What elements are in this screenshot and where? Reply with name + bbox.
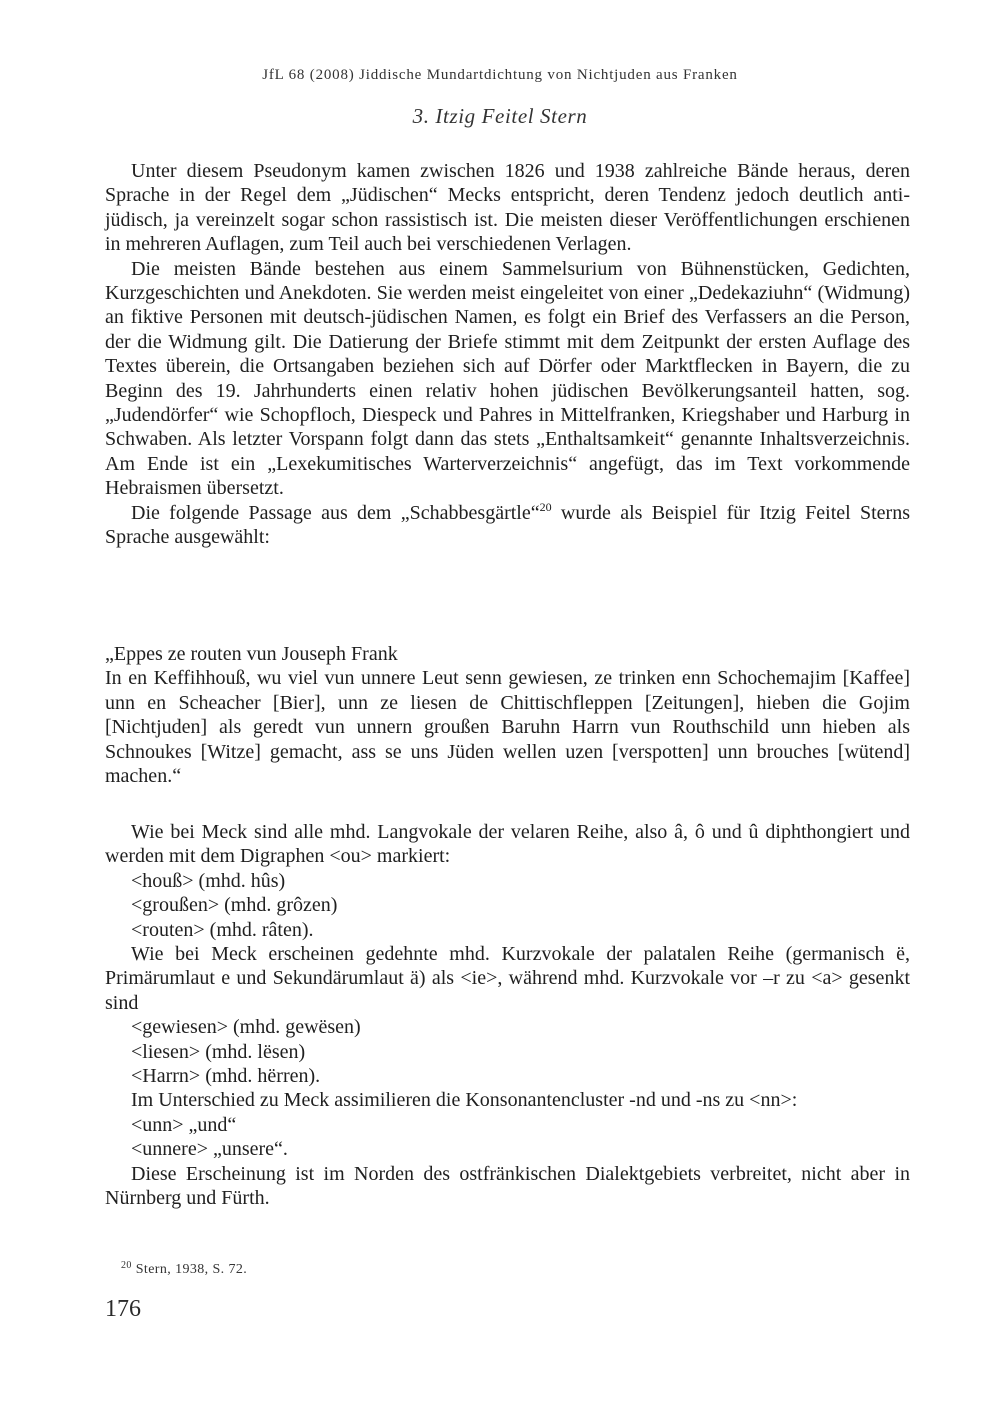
list-item: <houß> (mhd. hûs) [131, 869, 286, 892]
list-item: <unnere> „unsere“. [131, 1138, 288, 1161]
footnote-text: Stern, 1938, S. 72. [135, 1262, 248, 1277]
list-item: <Harrn> (mhd. hërren). [131, 1065, 321, 1088]
paragraph-6: Im Unterschied zu Meck assimilieren die Konsonantencluster -nd und -ns zu <nn>: [131, 1089, 798, 1112]
list-item: <liesen> (mhd. lësen) [131, 1040, 306, 1063]
running-head: JfL 68 (2008) Jiddische Mundartdichtung von Nichtjuden aus Franken [262, 67, 738, 83]
body-block-1 [105, 159, 910, 550]
list-item: <routen> (mhd. râten). [131, 918, 314, 941]
paragraph-1: Unter diesem Pseudonym kamen zwischen 1826 und 1938 zahlreiche Bände heraus, deren Sprache in der Regel dem „Jüdischen“ Mecks entspricht, deren Tendenz jedoch deutlich anti-jüdisch, ja vereinzelt sogar schon rassistisch ist. Die meisten dieser Veröffentlichungen erschienen in mehreren Auflagen, zum Teil auch bei verschiedenen Verlagen. [105, 160, 910, 256]
list-item: <groußen> (mhd. grôzen) [131, 894, 338, 917]
section-title: 3. Itzig Feitel Stern [412, 104, 588, 128]
paragraph-3-before: Die folgende Passage aus dem „Schabbesgärtle“ [131, 501, 540, 524]
paragraph-7: Diese Erscheinung ist im Norden des ostfränkischen Dialektgebiets verbreitet, nicht aber in Nürnberg und Fürth. [105, 1162, 910, 1210]
quote-block [105, 642, 910, 788]
paragraph-5: Wie bei Meck erscheinen gedehnte mhd. Kurzvokale der palatalen Reihe (germanisch ë, Primärumlaut e und Sekundärumlaut ä) als <ie>, während mhd. Kurzvokale vor –r zu <a> gesenkt sind [105, 943, 910, 1014]
quote-text: In en Keffihhouß, wu viel vun unnere Leut senn gewiesen, ze trinken enn Schochemajim [Kaffee] unn en Scheacher [Bier], unn ze liesen de Chittischfleppen [Zeitungen], hieben die Gojim [Nichtjuden] als geredt vun unnern groußen Baruhn Harrn vun Routhschild unn hieben als Schnoukes [Witze] gemacht, ass se uns Jüden wellen uzen [verspotten] unn brouches [wütend] machen.“ [105, 667, 910, 788]
footnote-number: 20 [121, 1260, 132, 1271]
paragraph-2: Die meisten Bände bestehen aus einem Sammelsurium von Bühnenstücken, Gedichten, Kurzgeschichten und Anekdoten. Sie werden meist eingeleitet von einer „Dedekaziuhn“ (Widmung) an fiktive Personen mit deutsch-jüdischen Namen, es folgt ein Brief des Verfassers an die Person, der die Widmung gilt. Die Datierung der Briefe stimmt mit dem Zeitpunkt der ersten Auflage des Textes überein, die Ortsangaben beziehen sich auf Dörfer oder Marktflecken in Bayern, die zu Beginn des 19. Jahrhunderts einen relativ hohen jüdischen Bevölkerungsanteil hatten, sog. „Judendörfer“ wie Schopfloch, Diespeck und Pahres in Mittelfranken, Kriegshaber und Harburg in Schwaben. Als letzter Vorspann folgt dann das stets „Enthaltsamkeit“ genannte Inhaltsverzeichnis. Am Ende ist ein „Lexekumitisches Warterverzeichnis“ angefügt, das im Text vorkommende Hebraismen übersetzt. [105, 257, 910, 500]
footnote-reference: 20 [539, 499, 552, 514]
page-number: 176 [105, 1296, 141, 1322]
paragraph-3 [105, 501, 910, 550]
body-block-2 [105, 820, 910, 1211]
quote-title: „Eppes ze routen vun Jouseph Frank [105, 643, 398, 665]
list-item: <gewiesen> (mhd. gewësen) [131, 1016, 361, 1039]
paragraph-4: Wie bei Meck sind alle mhd. Langvokale der velaren Reihe, also â, ô und û diphthongiert und werden mit dem Digraphen <ou> markiert: [105, 821, 910, 868]
list-item: <unn> „und“ [131, 1113, 237, 1136]
footnote [121, 1262, 247, 1278]
paragraph-3-after: wurde als Beispiel für Itzig Feitel Sterns Sprache ausgewählt: [105, 501, 910, 549]
